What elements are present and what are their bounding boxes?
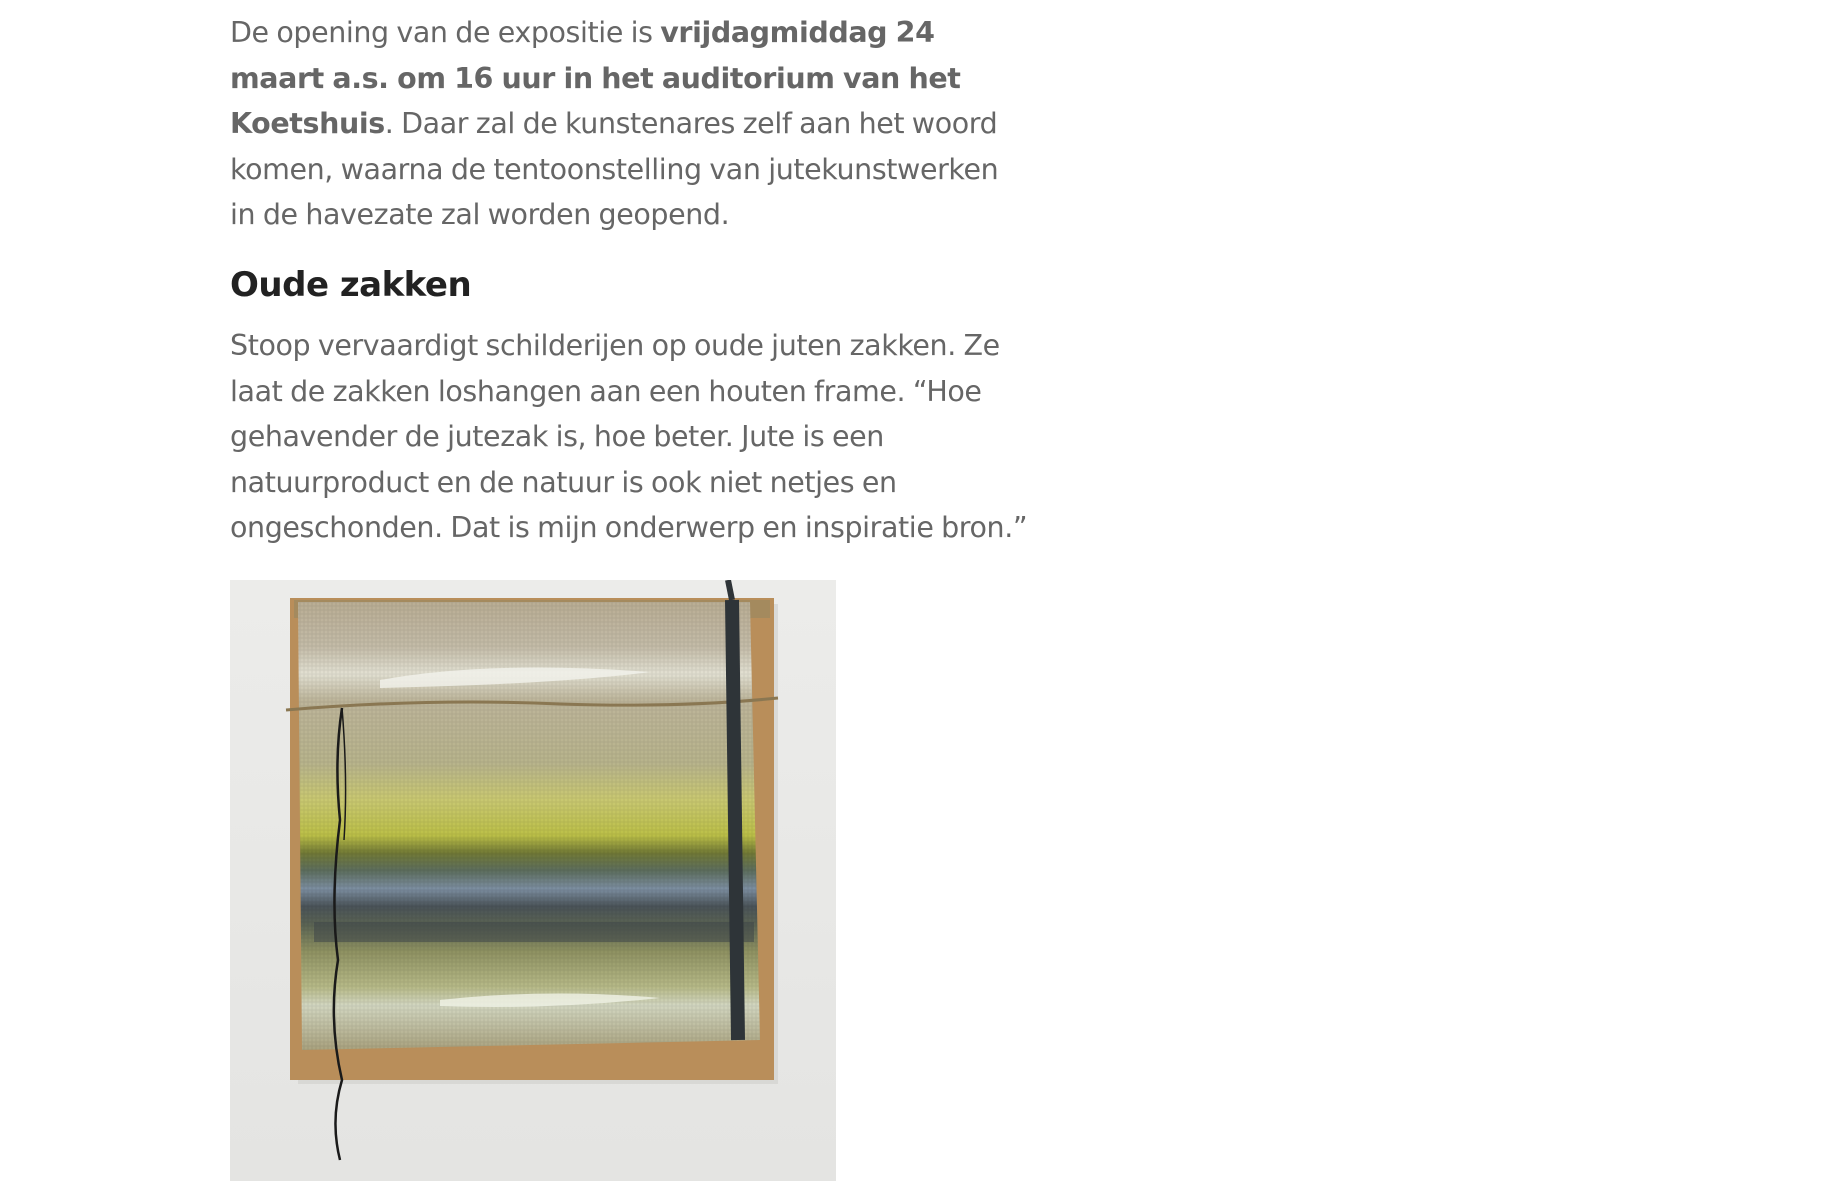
body-paragraph: Stoop vervaardigt schilderijen op oude juten zakken. Ze laat de zakken loshangen aan een houten frame. “Hoe gehavender de jutezak is, hoe beter. Jute is een natuurproduct en de natuur is ook niet netjes en ongeschonden. Dat is mijn onderwerp en inspiratie bron.” (230, 329, 1028, 544)
artwork-image (230, 580, 836, 1181)
intro-text: De opening van de expositie is (230, 16, 661, 49)
opening-paragraph (230, 10, 1020, 238)
opening-date-bold: vrijdagmiddag 24 maart a.s. om 16 uur in het auditorium van het Koetshuis (230, 16, 961, 140)
section-heading: Oude zakken (230, 265, 472, 305)
intro-text-continued: . Daar zal de kunstenares zelf aan het woord komen, waarna de tentoonstelling van jutekunstwerken in de havezate zal worden geopend. (230, 107, 999, 231)
